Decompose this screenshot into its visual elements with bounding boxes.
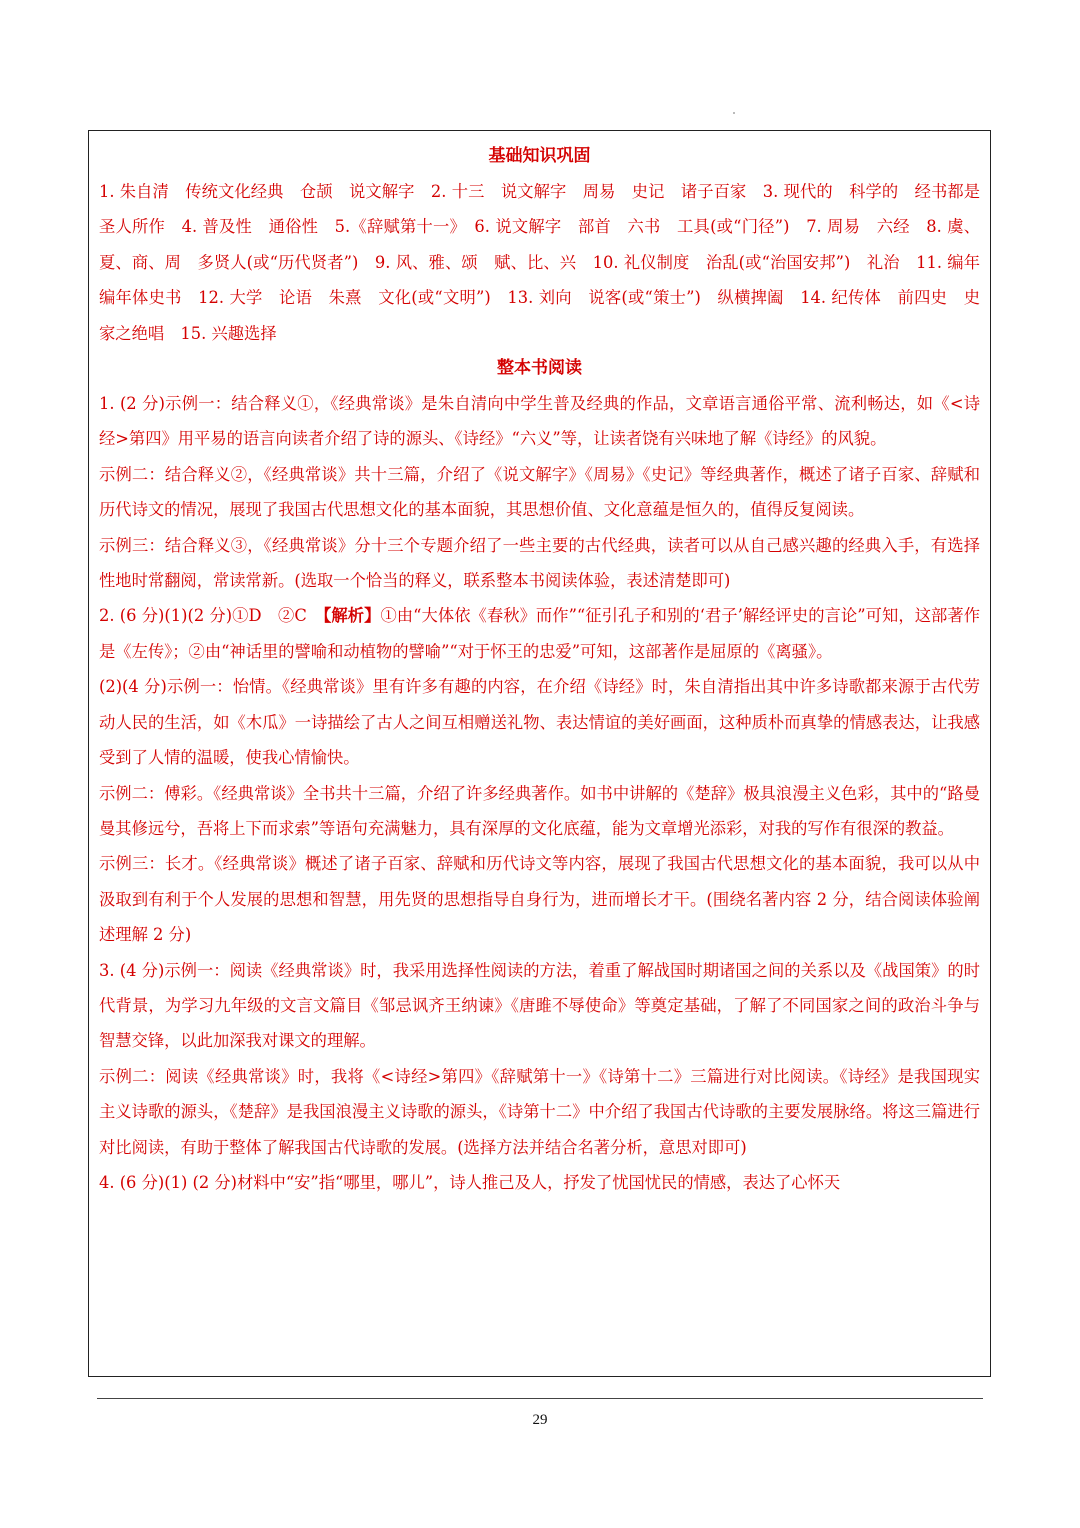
basic-knowledge-answers: 1. 朱自清 传统文化经典 仓颉 说文解字 2. 十三 说文解字 周易 史记 诸子百家 3. 现代的 科学的 经书都是圣人所作 4. 普及性 通俗性 5.《辞赋第十一》 6. 说文解字 部首 六书 工具(或“门径”) 7. 周易 六经 8. 虞、夏、商、周 多贤人(或“历代贤者”) 9. 风、雅、颂 赋、比、兴 10. 礼仪制度 治乱(或“治国安邦”) 礼治 11. 编年 编年体史书 12. 大学 论语 朱熹 文化(或“文明”) 13. 刘向 说客(或“策士”) 纵横捭阖 14. 纪传体 前四史 史家之绝唱 15. 兴趣选择 — [99, 182, 997, 343]
answer-q2-part-2-example-1: (2)(4 分)示例一：怡情。《经典常谈》里有许多有趣的内容，在介绍《诗经》时，朱自清指出其中许多诗歌都来源于古代劳动人民的生活，如《木瓜》一诗描绘了古人之间互相赠送礼物、表达情谊的美好画面，这种质朴而真挚的情感表达，让我感受到了人情的温暖，使我心情愉快。 — [99, 677, 980, 768]
answer-q2-part-2-example-3: 示例三：长才。《经典常谈》概述了诸子百家、辞赋和历代诗文等内容，展现了我国古代思想文化的基本面貌，我可以从中汲取到有利于个人发展的思想和智慧，用先贤的思想指导自身行为，进而增长才干。(围绕名著内容 2 分，结合阅读体验阐述理解 2 分) — [99, 854, 980, 945]
answer-q2-part-1 — [99, 598, 980, 669]
scan-dot — [733, 112, 735, 114]
answer-q3-example-2: 示例二：阅读《经典常谈》时，我将《<诗经>第四》《辞赋第十一》《诗第十二》三篇进行对比阅读。《诗经》是我国现实主义诗歌的源头，《楚辞》是我国浪漫主义诗歌的源头，《诗第十二》中介绍了我国古代诗歌的主要发展脉络。将这三篇进行对比阅读，有助于整体了解我国古代诗歌的发展。(选择方法并结合名著分析，意思对即可) — [99, 1066, 980, 1157]
answer-q2-part-2-example-2: 示例二：傅彩。《经典常谈》全书共十三篇，介绍了许多经典著作。如书中讲解的《楚辞》极具浪漫主义色彩，其中的“路曼曼其修远兮，吾将上下而求索”等语句充满魅力，具有深厚的文化底蕴，能为文章增光添彩，对我的写作有很深的教益。 — [99, 783, 980, 838]
answer-q2-part-1-prefix: 2. (6 分)(1)(2 分)①D ②C — [99, 606, 324, 626]
section-title-basic-knowledge: 基础知识巩固 — [488, 146, 591, 166]
section-title-whole-book-reading: 整本书阅读 — [497, 358, 582, 379]
page-number: 29 — [532, 1412, 548, 1428]
answer-q3-example-1: 3. (4 分)示例一：阅读《经典常谈》时，我采用选择性阅读的方法，着重了解战国时期诸国之间的关系以及《战国策》的时代背景，为学习九年级的文言文篇目《邹忌讽齐王纳谏》《唐雎不辱使命》等奠定基础，了解了不同国家之间的政治斗争与智慧交锋，以此加深我对课文的理解。 — [99, 960, 980, 1051]
analysis-tag: 【解析】 — [323, 606, 381, 626]
answer-q1-example-2: 示例二：结合释义②，《经典常谈》共十三篇，介绍了《说文解字》《周易》《史记》等经典著作，概述了诸子百家、辞赋和历代诗文的情况，展现了我国古代思想文化的基本面貌，其思想价值、文化意蕴是恒久的，值得反复阅读。 — [99, 464, 980, 520]
answer-q1-example-1: 1. (2 分)示例一：结合释义①，《经典常谈》是朱自清向中学生普及经典的作品，文章语言通俗平常、流利畅达，如《<诗经>第四》用平易的语言向读者介绍了诗的源头、《诗经》“六义”等，让读者饶有兴味地了解《诗经》的风貌。 — [99, 394, 980, 449]
answer-q2-part-1-analysis: ①由“大体依《春秋》而作”“征引孔子和别的‘君子’解经评史的言论”可知，这部著作是《左传》；②由“神话里的譬喻和动植物的譬喻”“对于怀王的忠爱”可知，这部著作是屈原的《离骚》。 — [99, 606, 981, 661]
footer-divider — [97, 1398, 983, 1399]
answer-q1-example-3: 示例三：结合释义③，《经典常谈》分十三个专题介绍了一些主要的古代经典，读者可以从自己感兴趣的经典入手，有选择性地时常翻阅，常读常新。(选取一个恰当的释义，联系整本书阅读体验，表述清楚即可) — [99, 535, 980, 591]
answer-q4-part-1: 4. (6 分)(1) (2 分)材料中“安”指“哪里，哪儿”，诗人推己及人，抒发了忧国忧民的情感，表达了心怀天 — [99, 1172, 841, 1192]
answer-box — [88, 130, 997, 1377]
